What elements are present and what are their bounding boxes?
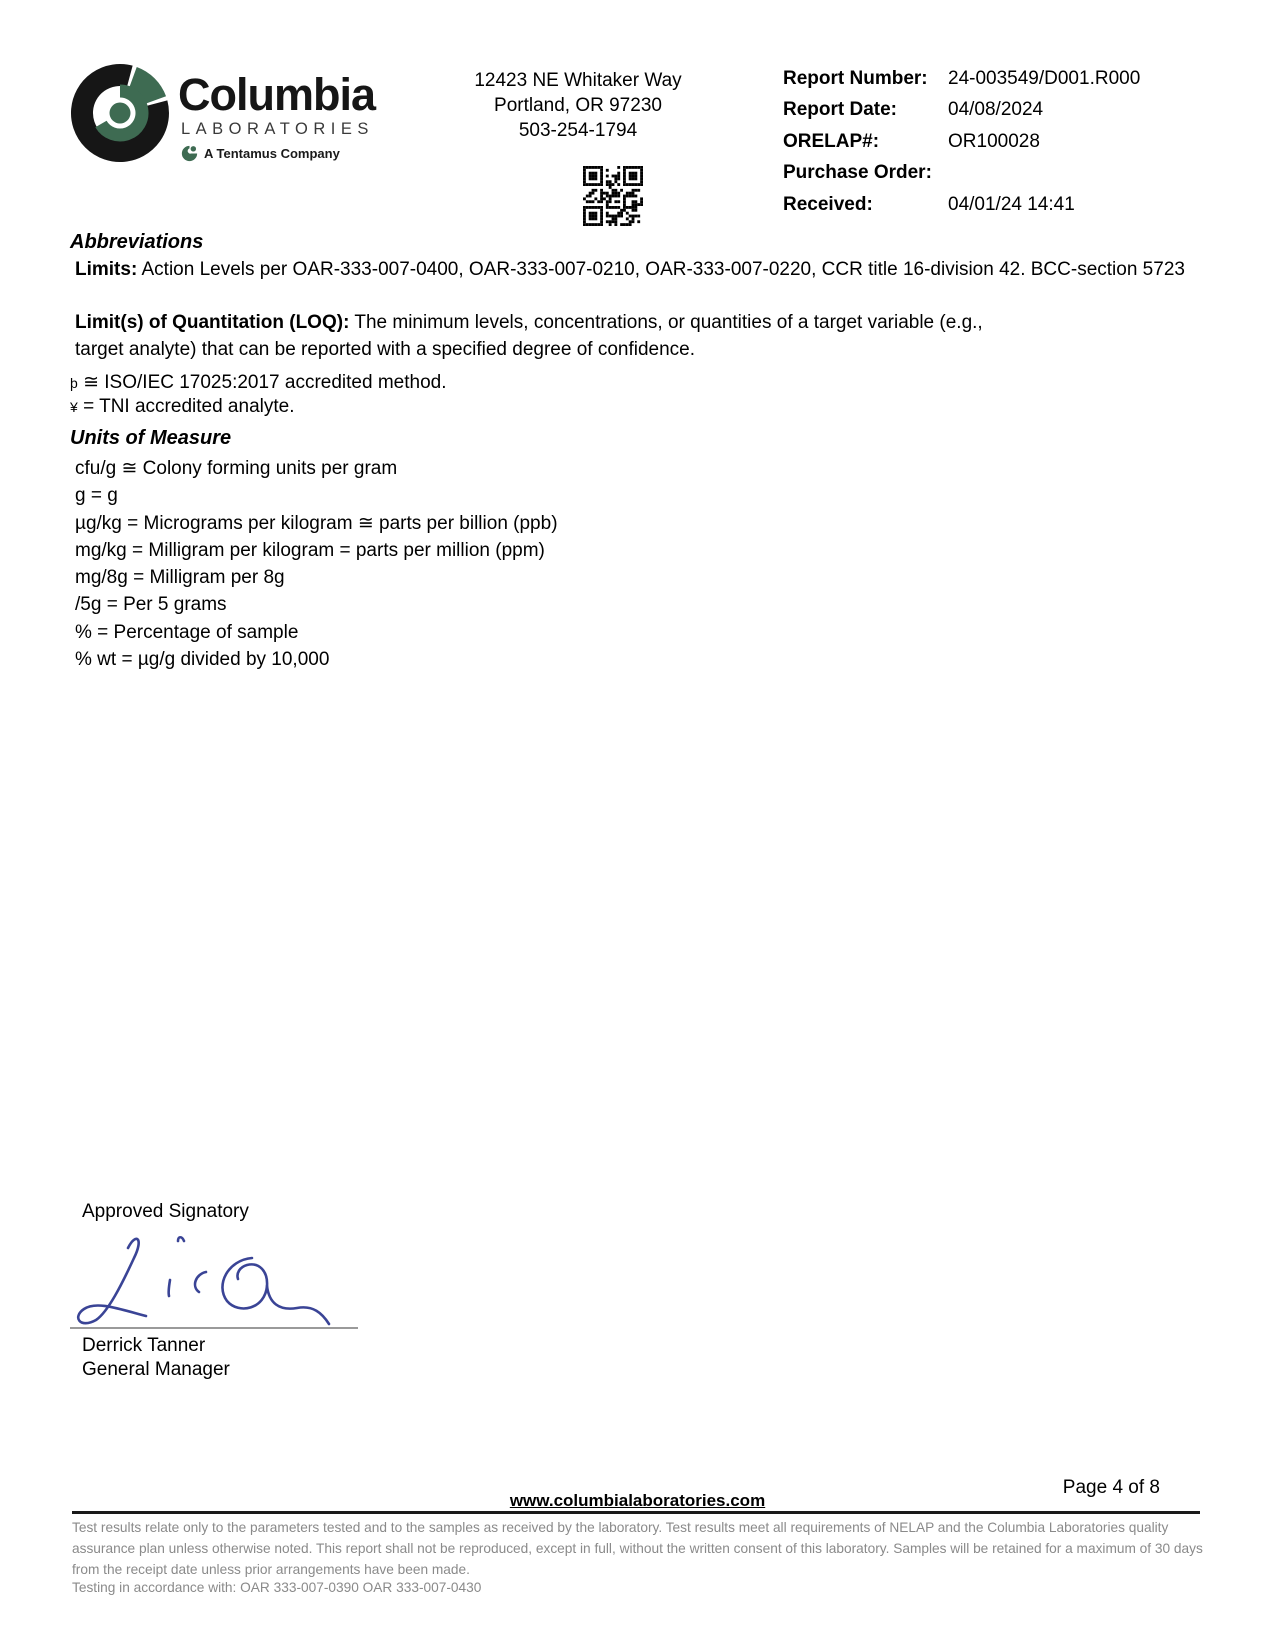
report-field-label: Report Number: — [783, 68, 928, 89]
logo-tagline: A Tentamus Company — [204, 146, 340, 161]
report-field-row — [783, 194, 1140, 225]
loq-label: Limit(s) of Quantitation (LOQ): — [75, 312, 350, 333]
address-line: 12423 NE Whitaker Way — [474, 70, 682, 91]
report-field-value: 24-003549/D001.R000 — [948, 68, 1141, 89]
report-field-label: Purchase Order: — [783, 162, 932, 184]
signature-image — [66, 1228, 336, 1338]
footer-divider — [72, 1511, 1200, 1514]
page-number: Page 4 of 8 — [1062, 1477, 1160, 1498]
abbreviations-heading: Abbreviations — [70, 231, 204, 253]
unit-definition: g = g — [75, 485, 118, 507]
qr-code — [583, 165, 643, 227]
iso-note-symbol: þ — [70, 375, 78, 391]
report-field-value: OR100028 — [948, 130, 1040, 152]
lab-address — [448, 68, 708, 143]
units-of-measure-list — [75, 455, 558, 673]
unit-definition: % wt = µg/g divided by 10,000 — [75, 649, 330, 671]
tni-note-text: = TNI accredited analyte. — [77, 396, 295, 417]
unit-definition: mg/kg = Milligram per kilogram = parts per million (ppm) — [75, 539, 545, 561]
tni-accreditation-note — [70, 396, 294, 418]
limits-text: Action Levels per OAR-333-007-0400, OAR-333-007-0210, OAR-333-007-0220, CCR title 16-division 42. BCC-section 5723 — [137, 259, 1185, 280]
columbia-c-logo-icon — [70, 62, 170, 164]
logo-subtitle: LABORATORIES — [181, 120, 374, 138]
signatory-title: General Manager — [82, 1359, 230, 1380]
unit-definition: mg/8g = Milligram per 8g — [75, 567, 285, 589]
address-line: 503-254-1794 — [518, 120, 638, 141]
loq-definition — [75, 309, 1010, 363]
units-of-measure-heading: Units of Measure — [70, 427, 232, 449]
unit-definition: % = Percentage of sample — [75, 621, 299, 643]
tni-note-symbol: ¥ — [70, 399, 78, 415]
limits-label: Limits: — [75, 259, 138, 280]
unit-definition: µg/kg = Micrograms per kilogram ≅ parts per billion (ppb) — [75, 512, 558, 534]
logo-wordmark: Columbia — [178, 69, 376, 120]
signatory-name: Derrick Tanner — [82, 1335, 206, 1356]
unit-definition: /5g = Per 5 grams — [75, 594, 227, 616]
signature-line — [70, 1327, 358, 1329]
report-metadata — [783, 68, 1140, 225]
footer-testing-note: Testing in accordance with: OAR 333-007-0390 OAR 333-007-0430 — [72, 1580, 482, 1595]
website-link[interactable]: www.columbialaboratories.com — [509, 1491, 766, 1510]
columbia-labs-logo — [70, 62, 375, 164]
approved-signatory-label: Approved Signatory — [82, 1201, 249, 1222]
report-field-row — [783, 162, 1140, 193]
report-field-row — [783, 68, 1140, 99]
limits-definition — [75, 259, 1215, 281]
report-field-label: ORELAP#: — [783, 130, 880, 152]
report-field-row — [783, 131, 1140, 162]
report-field-label: Report Date: — [783, 99, 898, 121]
footer-disclaimer: Test results relate only to the parameters tested and to the samples as received by the laboratory. Test results meet all requirements of NELAP and the Columbia Laboratories quality assurance plan unless otherwise noted. This report shall not be reproduced, except in full, without the written consent of this laboratory. Samples will be retained for a maximum of 30 days from the receipt date unless prior arrangements have been made. — [72, 1520, 1203, 1577]
loq-text: The minimum levels, concentrations, or quantities of a target variable (e.g., target analyte) that can be reported with a specified degree of confidence. — [75, 312, 983, 360]
iso-note-text: ≅ ISO/IEC 17025:2017 accredited method. — [77, 372, 447, 393]
tentamus-leaf-icon — [181, 145, 198, 162]
report-field-label: Received: — [783, 193, 873, 215]
unit-definition: cfu/g ≅ Colony forming units per gram — [75, 458, 398, 479]
report-field-value: 04/08/2024 — [948, 99, 1044, 121]
address-line: Portland, OR 97230 — [494, 95, 662, 116]
iso-accreditation-note — [70, 371, 447, 394]
report-field-row — [783, 99, 1140, 130]
report-field-value: 04/01/24 14:41 — [948, 193, 1075, 215]
